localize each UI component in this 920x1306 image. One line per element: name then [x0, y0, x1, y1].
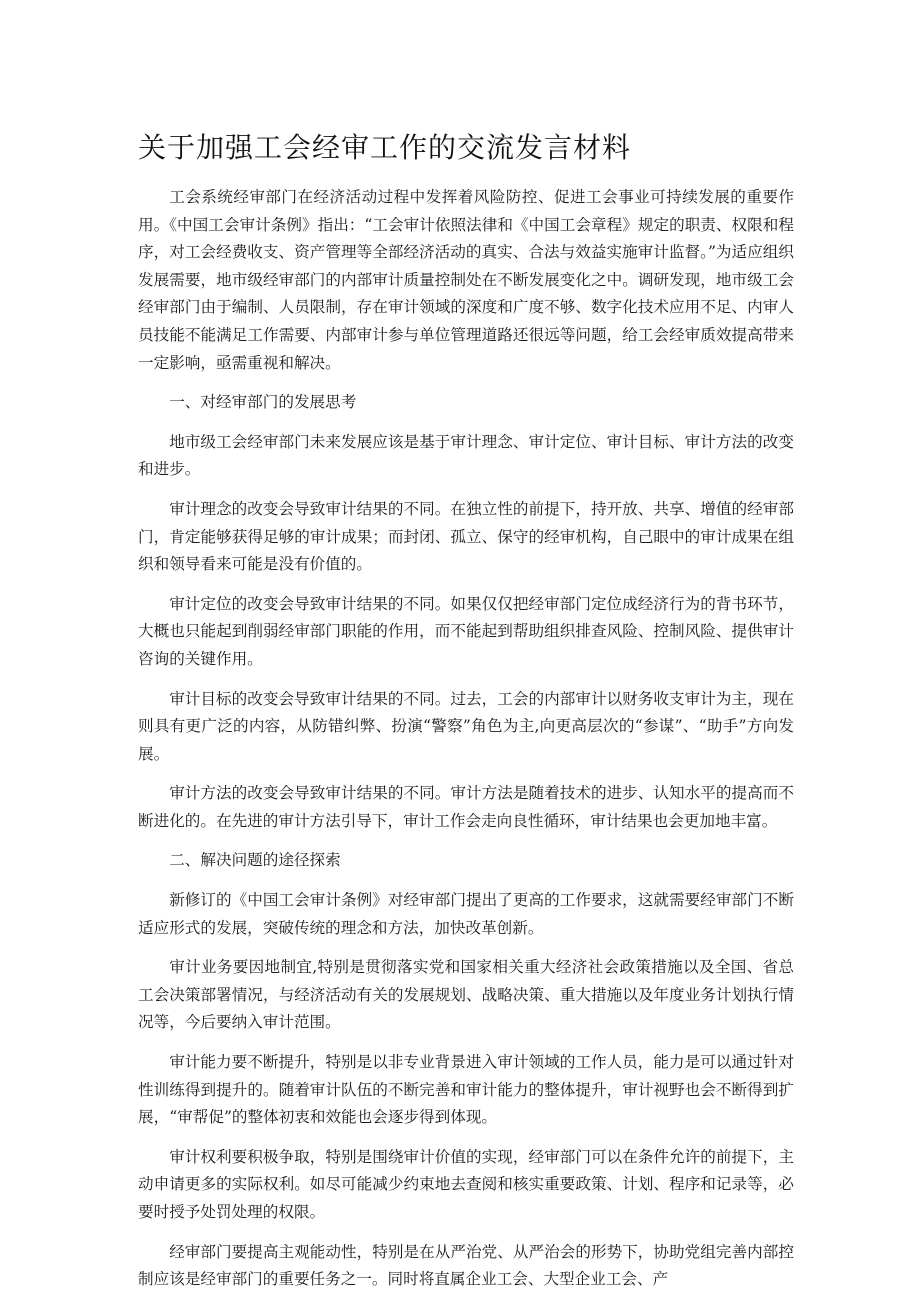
paragraph: 审计业务要因地制宜,特别是贯彻落实党和国家相关重大经济社会政策措施以及全国、省总工会决策部署情况，与经济活动有关的发展规划、战略决策、重大措施以及年度业务计划执行情况等，今后要纳入审计范围。: [138, 958, 794, 1032]
paragraph: 审计定位的改变会导致审计结果的不同。如果仅仅把经审部门定位成经济行为的背书环节，大概也只能起到削弱经审部门职能的作用，而不能起到帮助组织排查风险、控制风险、提供审计咨询的关键作用。: [138, 594, 794, 668]
paragraph: 审计方法的改变会导致审计结果的不同。审计方法是随着技术的进步、认知水平的提高而不断进化的。在先进的审计方法引导下，审计工作会走向良性循环，审计结果也会更加地丰富。: [138, 784, 794, 830]
document-page: [138, 128, 794, 1306]
paragraph: 经审部门要提高主观能动性，特别是在从严治党、从严治会的形势下，协助党组完善内部控制应该是经审部门的重要任务之一。同时将直属企业工会、大型企业工会、产: [138, 1242, 794, 1289]
paragraph: 新修订的《中国工会审计条例》对经审部门提出了更高的工作要求，这就需要经审部门不断适应形式的发展，突破传统的理念和方法，加快改革创新。: [138, 891, 794, 937]
paragraph: 审计能力要不断提升，特别是以非专业背景进入审计领域的工作人员，能力是可以通过针对性训练得到提升的。随着审计队伍的不断完善和审计能力的整体提升，审计视野也会不断得到扩展，“审帮促”的整体初衷和效能也会逐步得到体现。: [138, 1053, 794, 1127]
paragraph: 审计目标的改变会导致审计结果的不同。过去，工会的内部审计以财务收支审计为主，现在则具有更广泛的内容，从防错纠弊、扮演“警察”角色为主,向更高层次的“参谋”、“助手”方向发展。: [138, 689, 794, 763]
paragraph: 地市级工会经审部门未来发展应该是基于审计理念、审计定位、审计目标、审计方法的改变和进步。: [138, 432, 794, 479]
paragraph-intro: 工会系统经审部门在经济活动过程中发挥着风险防控、促进工会事业可持续发展的重要作用。《中国工会审计条例》指出：“工会审计依照法律和《中国工会章程》规定的职责、权限和程序，对工会经费收支、资产管理等全部经济活动的真实、合法与效益实施审计监督。”为适应组织发展需要，地市级经审部门的内部审计质量控制处在不断发展变化之中。调研发现，地市级工会经审部门由于编制、人员限制，存在审计领域的深度和广度不够、数字化技术应用不足、内审人员技能不能满足工作需要、内部审计参与单位管理道路还很远等问题，给工会经审质效提高带来一定影响，亟需重视和解决。: [138, 188, 794, 372]
document-title: 关于加强工会经审工作的交流发言材料: [138, 131, 632, 164]
section-heading-2: 二、解决问题的途径探索: [169, 851, 341, 870]
paragraph: 审计权利要积极争取，特别是围绕审计价值的实现，经审部门可以在条件允许的前提下，主动申请更多的实际权利。如尽可能减少约束地去查阅和核实重要政策、计划、程序和记录等，必要时授予处罚处理的权限。: [138, 1147, 794, 1221]
section-heading-1: 一、对经审部门的发展思考: [169, 393, 357, 412]
paragraph: 审计理念的改变会导致审计结果的不同。在独立性的前提下，持开放、共享、增值的经审部门，肯定能够获得足够的审计成果；而封闭、孤立、保守的经审机构，自己眼中的审计成果在组织和领导看来可能是没有价值的。: [138, 499, 794, 574]
